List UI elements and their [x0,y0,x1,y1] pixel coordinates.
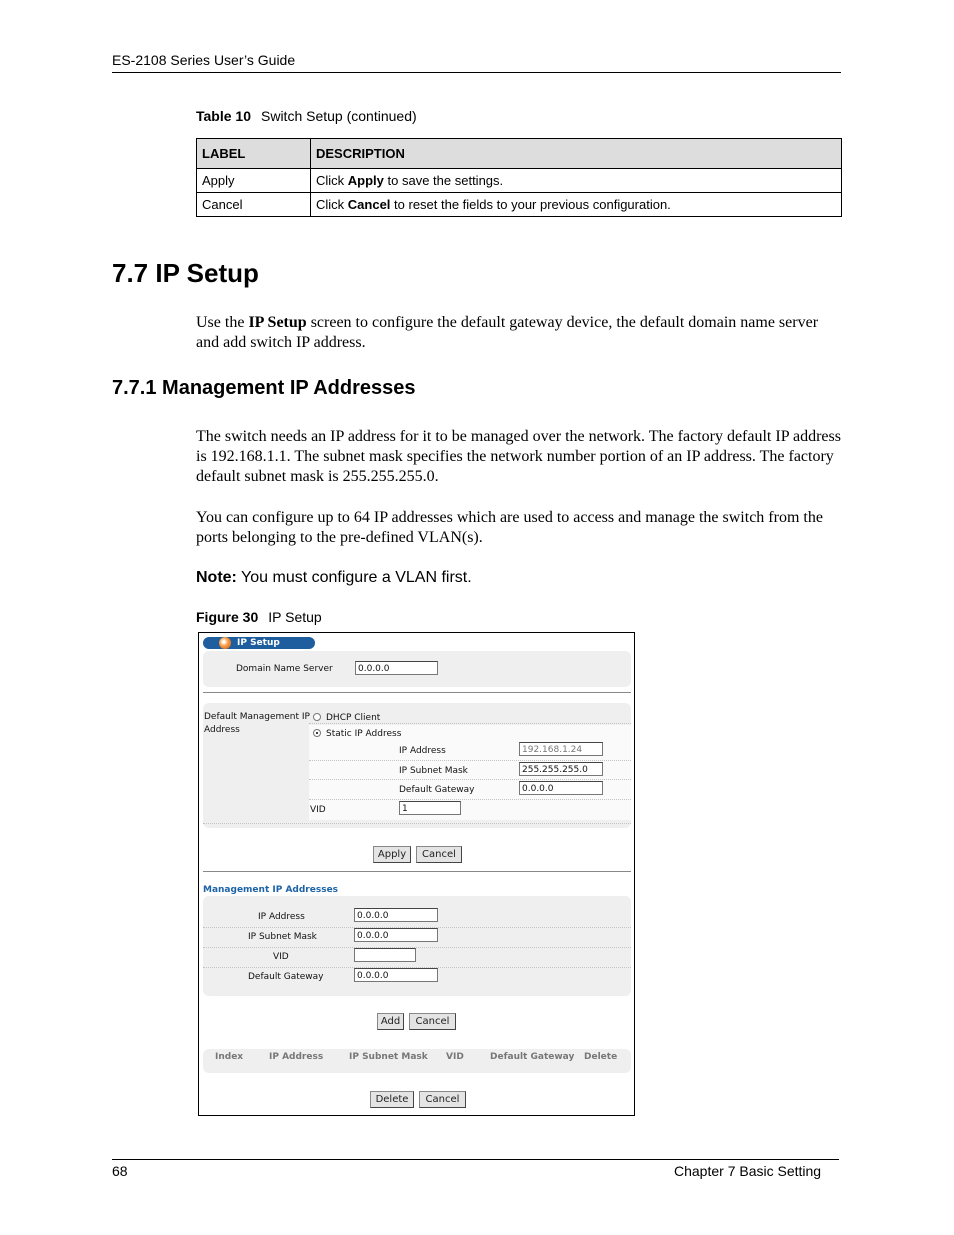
m-ip-label: IP Address [258,912,305,922]
note [196,569,472,587]
mask-input[interactable]: 255.255.255.0 [519,762,603,776]
dns-input[interactable]: 0.0.0.0 [355,661,438,675]
row-divider [203,947,631,948]
desc-bold: Apply [347,173,384,188]
vid-input[interactable]: 1 [399,801,461,815]
col-default-gateway: Default Gateway [490,1052,575,1062]
col-delete: Delete [584,1052,618,1062]
vid-label: VID [310,805,326,815]
m-vid-label: VID [273,952,289,962]
switch-setup-table [196,138,842,217]
row-divider [203,823,631,824]
cancel-button[interactable]: Cancel [409,1013,456,1030]
cancel-button[interactable]: Cancel [416,846,462,863]
paragraph: You can configure up to 64 IP addresses which are used to access and manage the switch from the ports belonging to the pre-defined VLAN(s). [196,509,823,546]
desc-text: to reset the fields to your previous configuration. [390,197,671,212]
table-header-row [197,139,842,169]
m-mask-label: IP Subnet Mask [248,932,317,942]
divider [203,871,631,872]
figure-caption-label: Figure 30 [196,609,259,625]
mgmt-ip-section-title: Management IP Addresses [203,885,339,895]
desc-text: Click [316,173,348,188]
gw-label: Default Gateway [399,785,475,795]
static-radio[interactable] [313,729,321,737]
running-header: ES-2108 Series User’s Guide [112,52,296,68]
delete-button[interactable]: Delete [370,1091,414,1108]
table-caption-label: Table 10 [196,108,251,124]
desc-text: Click [316,197,348,212]
static-label: Static IP Address [326,729,402,739]
col-label-header: LABEL [197,139,311,169]
divider [203,692,631,693]
note-text: You must configure a VLAN first. [236,569,472,586]
section-intro [196,313,841,353]
dns-label: Domain Name Server [236,664,333,674]
dhcp-radio[interactable] [313,713,321,721]
dhcp-label: DHCP Client [326,713,381,723]
section-heading: 7.7 IP Setup [112,258,259,288]
table-caption [196,108,417,124]
intro-text: screen to configure the default gateway device, the default domain name server and add switch IP address. [196,314,819,351]
add-button[interactable]: Add [377,1013,404,1030]
m-gw-label: Default Gateway [248,972,324,982]
screen-title-bar [203,637,315,649]
figure-caption [196,609,322,625]
ip-setup-screenshot [198,632,635,1116]
ip-label: IP Address [399,746,446,756]
header-rule [112,72,841,73]
table-row [197,193,842,217]
mgmt-label: Default Management IP [204,712,310,722]
row-label: Apply [197,169,311,193]
figure-caption-text: IP Setup [268,609,322,625]
row-divider [309,760,631,761]
col-ip-subnet-mask: IP Subnet Mask [349,1052,428,1062]
m-mask-input[interactable]: 0.0.0.0 [354,928,438,942]
desc-bold: Cancel [347,197,391,212]
row-description [311,169,842,193]
cancel-button[interactable]: Cancel [419,1091,466,1108]
subsection-heading: 7.7.1 Management IP Addresses [112,377,416,399]
row-divider [309,723,631,724]
m-ip-input[interactable]: 0.0.0.0 [354,908,438,922]
note-label: Note: [196,569,237,586]
orb-icon [219,637,231,649]
table-row [197,169,842,193]
m-vid-input[interactable] [354,948,416,962]
paragraph: The switch needs an IP address for it to be managed over the network. The factory default IP address is 192.168.1.1. The subnet mask specifies the network number portion of an IP address. The factory default subnet mask is 255.255.255.0. [196,428,841,485]
row-label: Cancel [197,193,311,217]
mask-label: IP Subnet Mask [399,766,468,776]
col-description-header: DESCRIPTION [311,139,842,169]
footer-rule [112,1159,839,1160]
mgmt-label: Address [204,725,240,735]
desc-text: to save the settings. [383,173,504,188]
screen-title: IP Setup [237,638,280,648]
col-vid: VID [446,1052,464,1062]
m-gw-input[interactable]: 0.0.0.0 [354,968,438,982]
intro-text: Use the [196,314,249,331]
intro-bold: IP Setup [248,314,307,331]
gw-input[interactable]: 0.0.0.0 [519,781,603,795]
row-divider [309,799,631,800]
page-number: 68 [112,1163,128,1179]
col-ip-address: IP Address [269,1052,324,1062]
ip-input[interactable]: 192.168.1.24 [519,742,603,756]
chapter-title: Chapter 7 Basic Setting [674,1163,822,1179]
row-divider [309,779,631,780]
col-index: Index [215,1052,244,1062]
row-description [311,193,842,217]
apply-button[interactable]: Apply [373,846,411,863]
table-caption-text: Switch Setup (continued) [261,108,417,124]
